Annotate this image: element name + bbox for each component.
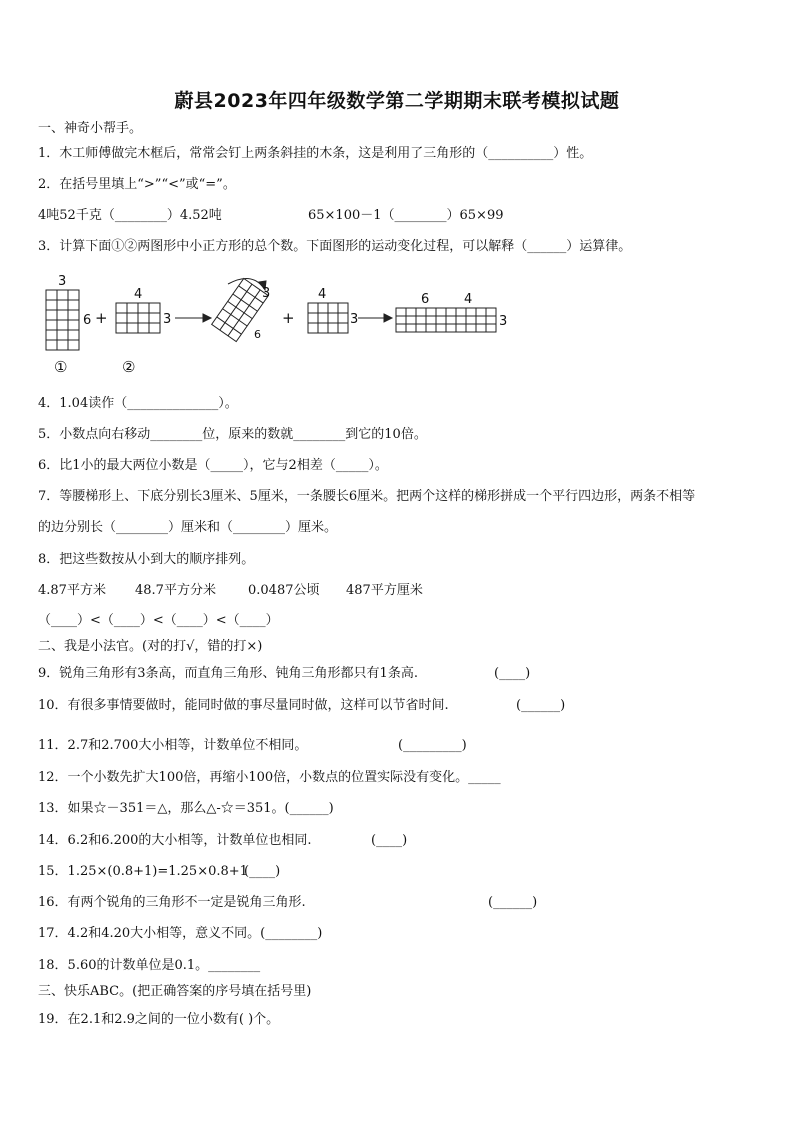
rotated-side-label: 3 bbox=[262, 286, 271, 301]
section-heading-3: 三、快乐ABC。(把正确答案的序号填在括号里) bbox=[38, 984, 312, 999]
question-19: 19．在2.1和2.9之间的一位小数有( )个。 bbox=[38, 1012, 280, 1027]
question-8: 8．把这些数按从小到大的顺序排列。 bbox=[38, 552, 255, 567]
question-10-blank: (______) bbox=[516, 698, 566, 713]
grid-figure-2 bbox=[116, 303, 160, 333]
question-15-blank: (____) bbox=[244, 864, 281, 879]
question-15: 15．1.25×(0.8+1)=1.25×0.8+1 bbox=[38, 864, 248, 879]
question-2-part-b: 65×100－1（________）65×99 bbox=[308, 208, 504, 223]
question-4: 4．1.04读作（______________）。 bbox=[38, 396, 238, 411]
question-3-figure bbox=[40, 270, 510, 380]
question-8-order-blanks: （____）<（____）<（____）<（____） bbox=[38, 613, 279, 628]
question-9: 9．锐角三角形有3条高，而直角三角形、钝角三角形都只有1条高. bbox=[38, 666, 418, 681]
question-2-part-a: 4吨52千克（________）4.52吨 bbox=[38, 208, 222, 223]
question-13: 13．如果☆－351＝△，那么△-☆＝351。(______) bbox=[38, 801, 334, 816]
question-14: 14．6.2和6.200的大小相等，计数单位也相同. bbox=[38, 833, 312, 848]
grid-figure-1 bbox=[46, 290, 79, 350]
fig1-top-label: 3 bbox=[58, 274, 67, 289]
fig3-side-label: 3 bbox=[350, 312, 359, 327]
result-top-right-label: 4 bbox=[464, 292, 473, 307]
question-6: 6．比1小的最大两位小数是（_____），它与2相差（_____）。 bbox=[38, 458, 388, 473]
question-16-blank: (______) bbox=[488, 895, 538, 910]
question-16: 16．有两个锐角的三角形不一定是锐角三角形. bbox=[38, 895, 306, 910]
question-8-item-2: 48.7平方分米 bbox=[135, 583, 216, 598]
question-11: 11．2.7和2.700大小相等，计数单位不相同。 bbox=[38, 738, 308, 753]
fig2-side-label: 3 bbox=[163, 312, 172, 327]
plus-sign-2: + bbox=[282, 309, 295, 327]
question-12: 12．一个小数先扩大100倍，再缩小100倍，小数点的位置实际没有变化。_____ bbox=[38, 770, 501, 785]
question-8-item-4: 487平方厘米 bbox=[346, 583, 423, 598]
plus-sign-1: + bbox=[95, 309, 108, 327]
rotated-bottom-label: 6 bbox=[254, 328, 261, 341]
question-7-line-1: 7．等腰梯形上、下底分别长3厘米、5厘米，一条腰长6厘米。把两个这样的梯形拼成一个平行四边形，两条不相等 bbox=[38, 489, 696, 504]
result-side-label: 3 bbox=[499, 314, 508, 329]
question-7-line-2: 的边分别长（________）厘米和（________）厘米。 bbox=[38, 520, 338, 535]
question-11-blank: (_________) bbox=[398, 738, 467, 753]
question-3: 3．计算下面①②两图形中小正方形的总个数。下面图形的运动变化过程，可以解释（______）运算律。 bbox=[38, 239, 632, 254]
fig2-caption: ② bbox=[122, 358, 136, 376]
fig1-side-label: 6 bbox=[83, 313, 92, 328]
result-top-left-label: 6 bbox=[421, 292, 430, 307]
question-9-blank: (____) bbox=[494, 666, 531, 681]
grid-result bbox=[396, 308, 496, 332]
question-10: 10．有很多事情要做时，能同时做的事尽量同时做，这样可以节省时间. bbox=[38, 698, 449, 713]
section-heading-2: 二、我是小法官。(对的打√，错的打×) bbox=[38, 639, 263, 654]
section-heading-1: 一、神奇小帮手。 bbox=[38, 121, 143, 136]
question-18: 18．5.60的计数单位是0.1。________ bbox=[38, 958, 261, 973]
page-title: 蔚县2023年四年级数学第二学期期末联考模拟试题 bbox=[174, 90, 620, 112]
question-8-item-3: 0.0487公顷 bbox=[248, 583, 320, 598]
question-2: 2．在括号里填上“>”“<”或“=”。 bbox=[38, 177, 236, 192]
question-17: 17．4.2和4.20大小相等，意义不同。(________) bbox=[38, 926, 323, 941]
question-14-blank: (____) bbox=[371, 833, 408, 848]
grid-figure-3 bbox=[308, 303, 348, 333]
fig3-top-label: 4 bbox=[318, 287, 327, 302]
fig2-top-label: 4 bbox=[134, 287, 143, 302]
question-5: 5．小数点向右移动________位，原来的数就________到它的10倍。 bbox=[38, 427, 427, 442]
fig1-caption: ① bbox=[54, 358, 68, 376]
question-1: 1．木工师傅做完木框后，常常会钉上两条斜挂的木条，这是利用了三角形的（__________）性。 bbox=[38, 146, 593, 161]
question-8-item-1: 4.87平方米 bbox=[38, 583, 106, 598]
